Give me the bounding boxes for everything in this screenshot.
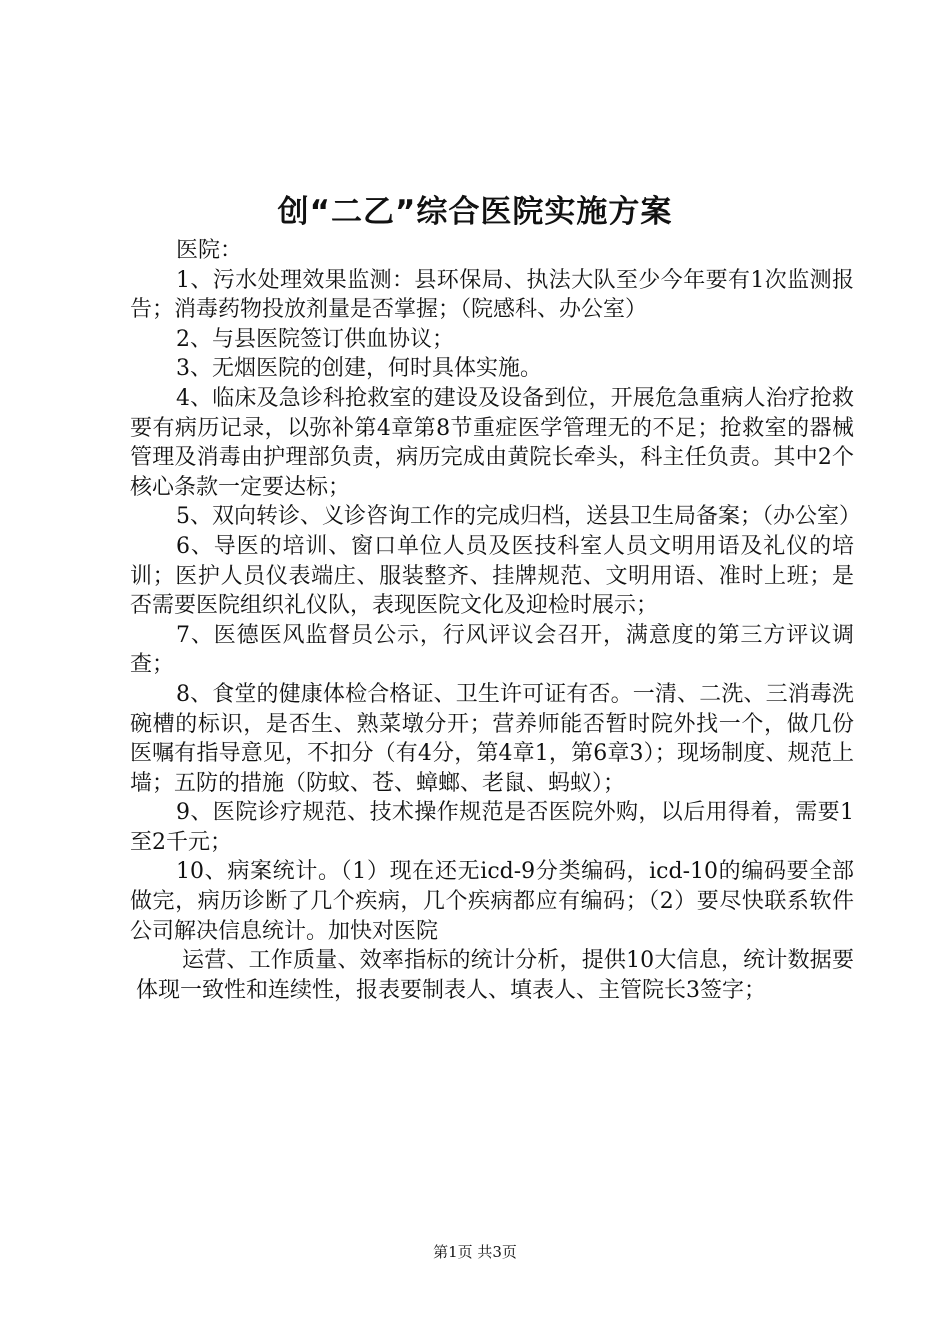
- paragraph-3: 3、无烟医院的创建，何时具体实施。: [176, 356, 542, 382]
- paragraph-5: 5、双向转诊、义诊咨询工作的完成归档，送县卫生局备案；（办公室）: [176, 504, 861, 530]
- paragraph-2: 2、与县医院签订供血协议；: [176, 326, 454, 352]
- paragraph-11: 运营、工作质量、效率指标的统计分析，提供10大信息，统计数据要体现一致性和连续性，报表要制表人、填表人、主管院长3签字；: [136, 948, 854, 1003]
- paragraph-4: 4、临床及急诊科抢救室的建设及设备到位，开展危急重病人治疗抢救要有病历记录，以弥补第4章第8节重症医学管理无的不足；抢救室的器械管理及消毒由护理部负责，病历完成由黄院长牵头，科主任负责。其中2个核心条款一定要达标；: [130, 385, 854, 500]
- paragraph-7: 7、医德医风监督员公示，行风评议会召开，满意度的第三方评议调查；: [130, 622, 854, 678]
- document-body: [130, 236, 861, 1005]
- paragraph-9: 9、医院诊疗规范、技术操作规范是否医院外购，以后用得着，需要1至2千元；: [130, 800, 854, 855]
- page-footer: 第1页 共3页: [433, 1243, 517, 1261]
- paragraph-10: 10、病案统计。（1）现在还无icd-9分类编码，icd-10的编码要全部做完，病历诊断了几个疾病，几个疾病都应有编码；（2）要尽快联系软件公司解决信息统计。加快对医院: [130, 859, 854, 944]
- paragraph-6: 6、导医的培训、窗口单位人员及医技科室人员文明用语及礼仪的培训；医护人员仪表端庄、服装整齐、挂牌规范、文明用语、准时上班；是否需要医院组织礼仪队，表现医院文化及迎检时展示；: [130, 533, 854, 619]
- salutation: 医院：: [176, 238, 243, 263]
- paragraph-8: 8、食堂的健康体检合格证、卫生许可证有否。一清、二洗、三消毒洗碗槽的标识，是否生、熟菜墩分开；营养师能否暂时院外找一个，做几份医嘱有指导意见，不扣分（有4分，第4章1，第6章3）；现场制度、规范上墙；五防的措施（防蚊、苍、蟑螂、老鼠、蚂蚁）；: [130, 681, 854, 796]
- paragraph-1: 1、污水处理效果监测：县环保局、执法大队至少今年要有1次监测报告；消毒药物投放剂量是否掌握；（院感科、办公室）: [130, 267, 854, 323]
- document-title: 创“二乙”综合医院实施方案: [277, 194, 673, 230]
